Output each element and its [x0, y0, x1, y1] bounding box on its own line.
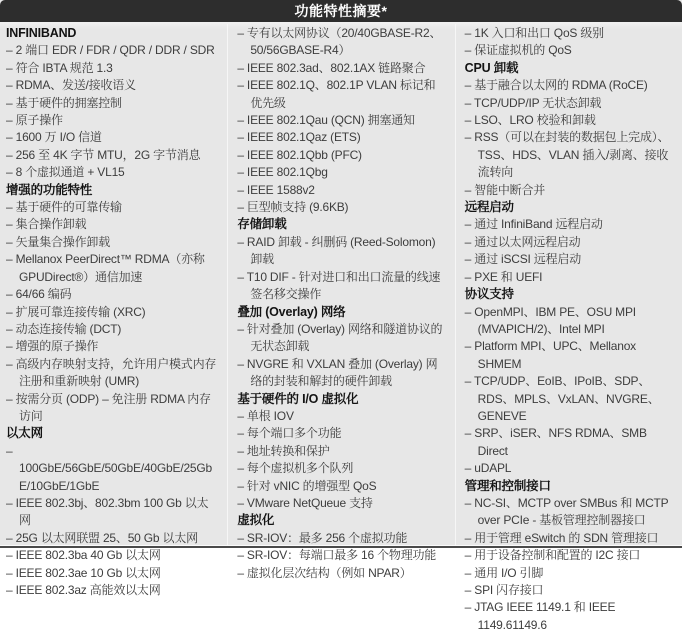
feature-item: – 基于融合以太网的 RDMA (RoCE)	[464, 78, 648, 93]
feature-item: – SR-IOV：最多 256 个虚拟功能	[237, 530, 408, 545]
feature-item: – IEEE 802.1Qbb (PFC)	[237, 147, 362, 162]
feature-item: – SPI 闪存接口	[464, 583, 544, 597]
feature-item: – SRP、iSER、NFS RDMA、SMB Direct	[464, 426, 647, 458]
feature-item: – Mellanox PeerDirect™ RDMA（亦称 GPUDirect®）通信加速	[6, 252, 205, 284]
feature-item: – 扩展可靠连接传输 (XRC)	[6, 304, 146, 319]
feature-item: – IEEE 802.1Qbg	[237, 165, 328, 180]
feature-item: – Platform MPI、UPC、Mellanox SHMEM	[464, 339, 636, 371]
section-header: CPU 卸载	[464, 60, 519, 75]
feature-item: – 基于硬件的拥塞控制	[6, 95, 122, 110]
feature-item: – 256 至 4K 字节 MTU，2G 字节消息	[6, 147, 201, 162]
feature-item: – 单根 IOV	[237, 408, 294, 423]
feature-item: – 用于管理 eSwitch 的 SDN 管理接口	[464, 530, 659, 545]
feature-item: – 2 端口 EDR / FDR / QDR / DDR / SDR	[6, 43, 215, 58]
section-header: 以太网	[6, 426, 43, 441]
section-header: INFINIBAND	[6, 26, 77, 40]
feature-item: – 增强的原子操作	[6, 339, 99, 354]
page-title: 功能特性摘要*	[294, 3, 388, 19]
summary-title-bar	[0, 0, 682, 22]
feature-item: – 原子操作	[6, 113, 63, 128]
section-header: 增强的功能特性	[6, 182, 93, 197]
feature-item: – 通用 I/O 引脚	[464, 565, 544, 580]
feature-item: – RDMA、发送/接收语义	[6, 78, 136, 93]
column-2	[227, 24, 454, 580]
feature-item: – IEEE 802.1Qau (QCN) 拥塞通知	[237, 113, 415, 128]
feature-item: – 高级内存映射支持，允许用户模式内存注册和重新映射 (UMR)	[6, 356, 217, 389]
feature-item: – IEEE 802.3ba 40 Gb 以太网	[6, 548, 161, 563]
feature-item: – 64/66 编码	[6, 287, 72, 302]
feature-item: – JTAG IEEE 1149.1 和 IEEE 1149.61149.6	[464, 600, 616, 632]
columns	[0, 22, 682, 632]
section-header: 存储卸载	[237, 217, 287, 232]
feature-item: – 1K 入口和出口 QoS 级别	[464, 26, 604, 40]
feature-item: – T10 DIF - 针对进口和出口流量的线速签名移交操作	[237, 269, 441, 302]
feature-item: – IEEE 802.1Qaz (ETS)	[237, 130, 361, 145]
feature-item: – IEEE 802.3az 高能效以太网	[6, 583, 161, 597]
feature-item: – 地址转换和保护	[237, 443, 330, 458]
feature-item: – OpenMPI、IBM PE、OSU MPI (MVAPICH/2)、Intel MPI	[464, 304, 636, 336]
feature-item: – 保证虚拟机的 QoS	[464, 43, 572, 58]
feature-item: – 100GbE/56GbE/50GbE/40GbE/25GbE/10GbE/1GbE	[6, 443, 213, 493]
feature-item: – 矢量集合操作卸载	[6, 234, 111, 249]
feature-item: – 用于设备控制和配置的 I2C 接口	[464, 548, 641, 563]
column-3	[455, 24, 682, 632]
section-header: 远程启动	[464, 200, 514, 215]
feature-item: – NVGRE 和 VXLAN 叠加 (Overlay) 网络的封装和解封的硬件卸载	[237, 356, 438, 389]
feature-item: – 符合 IBTA 规范 1.3	[6, 60, 113, 75]
feature-item: – NC-SI、MCTP over SMBus 和 MCTP over PCIe - 基板管理控制器接口	[464, 495, 669, 528]
feature-item: – IEEE 802.3ad、802.1AX 链路聚合	[237, 60, 426, 75]
feature-item: – 8 个虚拟通道 + VL15	[6, 165, 125, 180]
bottom-divider	[0, 545, 682, 548]
feature-item: – 集合操作卸载	[6, 217, 87, 232]
feature-item: – VMware NetQueue 支持	[237, 495, 373, 510]
feature-item: – TCP/UDP、EoIB、IPoIB、SDP、RDS、MPLS、VxLAN、NVGRE、GENEVE	[464, 374, 660, 423]
feature-item: – 针对叠加 (Overlay) 网络和隧道协议的无状态卸载	[237, 321, 443, 354]
feature-item: – 通过以太网远程启动	[464, 234, 581, 249]
feature-item: – uDAPL	[464, 461, 512, 476]
feature-item: – LSO、LRO 校验和卸载	[464, 113, 596, 128]
feature-item: – 25G 以太网联盟 25、50 Gb 以太网	[6, 530, 198, 545]
feature-item: – TCP/UDP/IP 无状态卸载	[464, 95, 602, 110]
feature-item: – IEEE 802.3bj、802.3bm 100 Gb 以太网	[6, 495, 209, 528]
feature-item: – 1600 万 I/O 信道	[6, 130, 102, 145]
section-header: 虚拟化	[237, 513, 275, 528]
feature-item: – 智能中断合并	[464, 182, 546, 197]
feature-item: – 通过 InfiniBand 远程启动	[464, 217, 603, 232]
feature-item: – SR-IOV：每端口最多 16 个物理功能	[237, 548, 437, 563]
feature-item: – 每个虚拟机多个队列	[237, 461, 354, 476]
feature-item: – IEEE 1588v2	[237, 182, 315, 197]
feature-item: – IEEE 802.3ae 10 Gb 以太网	[6, 565, 161, 580]
feature-item: – PXE 和 UEFI	[464, 269, 543, 284]
feature-item: – 专有以太网协议（20/40GBASE-R2、50/56GBASE-R4）	[237, 26, 442, 58]
feature-item: – RAID 卸载 - 纠删码 (Reed-Solomon) 卸载	[237, 234, 436, 267]
feature-item: – IEEE 802.1Q、802.1P VLAN 标记和优先级	[237, 78, 436, 110]
section-header: 叠加 (Overlay) 网络	[237, 304, 346, 319]
feature-item: – RSS（可以在封装的数据包上完成）、TSS、HDS、VLAN 插入/剥离、接收流转向	[464, 130, 670, 180]
section-header: 管理和控制接口	[464, 478, 551, 493]
feature-item: – 基于硬件的可靠传输	[6, 200, 122, 215]
column-1	[0, 24, 227, 597]
feature-item: – 通过 iSCSI 远程启动	[464, 252, 582, 267]
section-header: 基于硬件的 I/O 虚拟化	[237, 391, 359, 406]
feature-item: – 针对 vNIC 的增强型 QoS	[237, 478, 377, 493]
feature-item: – 按需分页 (ODP) – 免注册 RDMA 内存访问	[6, 391, 211, 423]
feature-item: – 每个端口多个功能	[237, 426, 342, 441]
section-header: 协议支持	[464, 287, 514, 302]
feature-item: – 动态连接传输 (DCT)	[6, 321, 122, 336]
feature-item: – 虚拟化层次结构（例如 NPAR）	[237, 565, 412, 580]
feature-item: – 巨型帧支持 (9.6KB)	[237, 200, 349, 215]
